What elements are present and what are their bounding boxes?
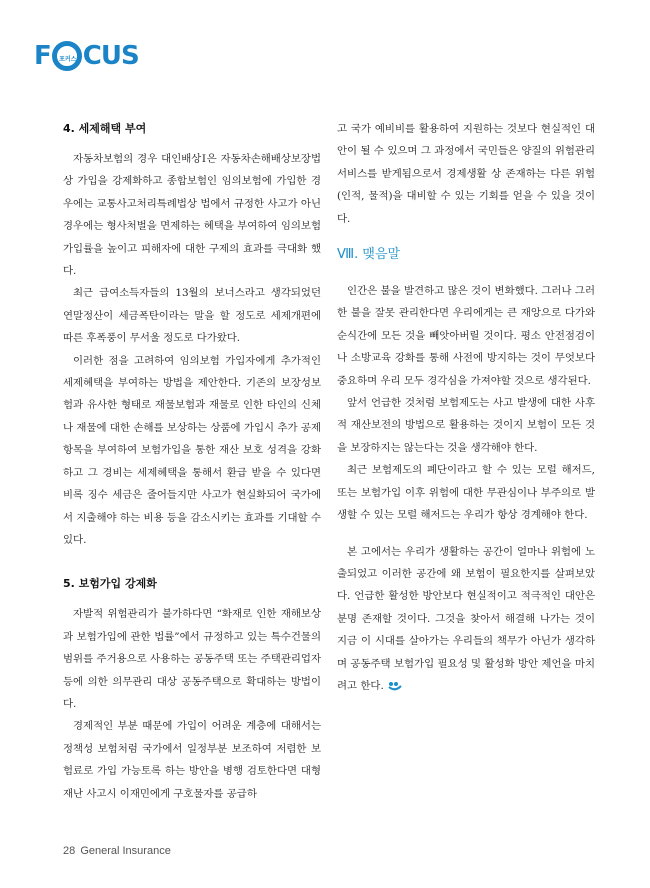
end-mark-icon bbox=[388, 681, 402, 691]
section-4-paragraph-2: 최근 급여소득자들의 13월의 보너스라고 생각되었던 연말정산이 세금폭탄이라는 말을 할 정도로 세제개편에 따른 후폭풍이 무서울 정도로 다가왔다. bbox=[63, 287, 321, 345]
page-footer bbox=[63, 845, 171, 857]
section-8-paragraph-1: 인간은 불을 발견하고 많은 것이 변화했다. 그러나 그러한 불을 잘못 관리한다면 우리에게는 큰 재앙으로 다가와 순식간에 모든 것을 빼앗아버릴 것이다. 평소 안전점검이나 소방교육 강화를 통해 사전에 방지하는 것이 무엇보다 중요하며 우리 모두 경각심을 가져야할 것으로 생각된다. bbox=[337, 285, 595, 387]
logo-subtitle: 포커스 bbox=[59, 56, 77, 63]
focus-logo bbox=[34, 36, 139, 76]
section-4-paragraph-3: 이러한 점을 고려하여 임의보험 가입자에게 추가적인 세제혜택을 부여하는 방법을 제안한다. 기존의 보장성보험과 유사한 형태로 재물보험과 재물로 인한 타인의 신체나 재물에 대한 손해를 보상하는 상품에 가입시 추가 공제항목을 부여하여 보험가입을 통한 재산 보호 성격을 강화하고 그 경비는 세제혜택을 통해서 환급 받을 수 있다면 비록 징수 세금은 줄어들지만 사고가 현실화되어 국가에서 지출해야 하는 비용 등을 감소시키는 효과를 기대할 수 있다. bbox=[63, 354, 321, 546]
section-5-paragraph-1: 자발적 위험관리가 불가하다면 “화재로 인한 재해보상과 보험가입에 관한 법률”에서 규정하고 있는 특수건물의 범위를 주거용으로 사용하는 공동주택 또는 주택관리업자 등에 의한 의무관리 대상 공동주택으로 확대하는 방법이다. bbox=[63, 608, 321, 710]
logo-o-ring bbox=[52, 41, 82, 71]
section-8-paragraph-2: 앞서 언급한 것처럼 보험제도는 사고 발생에 대한 사후적 재산보전의 방법으로 활용하는 것이지 보험이 모든 것을 보장하지는 않는다는 것을 생각해야 한다. bbox=[337, 397, 595, 454]
logo-letter-f: F bbox=[34, 41, 51, 71]
section-8-title: Ⅷ. 맺음말 bbox=[337, 247, 401, 263]
section-8-paragraph-4 bbox=[337, 541, 595, 698]
section-8-paragraph-3: 최근 보험제도의 폐단이라고 할 수 있는 모럴 해저드, 또는 보험가입 이후 위험에 대한 무관심이나 부주의로 발생할 수 있는 모럴 해저드는 우리가 항상 경계해야 한다. bbox=[337, 464, 595, 522]
publication-name: General Insurance bbox=[80, 845, 171, 857]
section-8-paragraph-4-text: 본 고에서는 우리가 생활하는 공간이 얼마나 위험에 노출되었고 이러한 공간에 왜 보험이 필요한지를 살펴보았다. 언급한 활성한 방안보다 현실적이고 적극적인 대안은 분명 존재할 것이다. 그것을 찾아서 해결해 나가는 것이 지금 이 시대를 살아가는 우리들의 책무가 아닌가 생각하며 공동주택 보험가입 필요성 및 활성화 방안 제언을 마치려고 한다. bbox=[337, 545, 595, 692]
logo-letters-cus: CUS bbox=[82, 41, 139, 71]
left-column bbox=[63, 118, 321, 805]
section-4-title: 4. 세제해택 부여 bbox=[63, 122, 147, 135]
page-number: 28 bbox=[63, 845, 76, 857]
section-5-paragraph-2: 경제적인 부분 때문에 가입이 어려운 계층에 대해서는 정책성 보험처럼 국가에서 일정부분 보조하여 저렴한 보험료로 가입 가능토록 하는 방안을 병행 검토한다면 대형재난 사고시 이재민에게 구호물자를 공급하 bbox=[63, 720, 321, 800]
section-5-title: 5. 보험가입 강제화 bbox=[63, 577, 157, 591]
right-column bbox=[337, 118, 595, 697]
continued-paragraph: 고 국가 예비비를 활용하여 지원하는 것보다 현실적인 대안이 될 수 있으며 그 과정에서 국민들은 양질의 위험관리 서비스를 받게됨으로서 경제생활 상 존재하는 다른 위험(인적, 물적)을 대비할 수 있는 기회를 얻을 수 있을 것이다. bbox=[337, 123, 595, 225]
section-4-paragraph-1: 자동차보험의 경우 대인배상Ⅰ은 자동차손해배상보장법상 가입을 강제화하고 종합보험인 임의보험에 가입한 경우에는 교통사고처리특례법상 법에서 규정한 사고가 아닌 경우에는 형사처벌을 면제하는 혜택을 부여하여 임의보험 가입률을 높이고 피해자에 대한 구제의 효과를 극대화 했다. bbox=[63, 153, 321, 278]
